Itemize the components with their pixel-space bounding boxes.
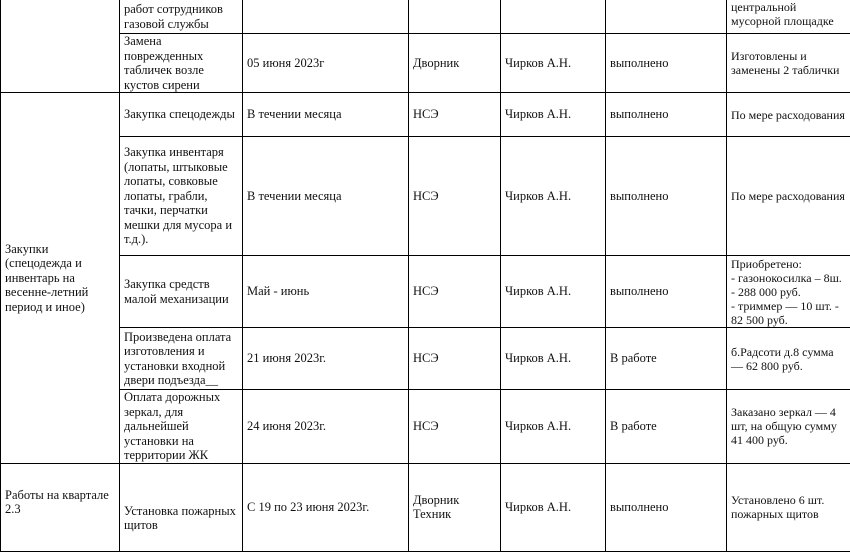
status-cell: выполнено bbox=[606, 463, 727, 551]
table-row bbox=[1, 34, 850, 93]
executor-cell: НСЭ bbox=[409, 93, 501, 137]
executor-cell bbox=[409, 0, 501, 34]
executor-cell: НСЭ bbox=[409, 390, 501, 464]
executor-cell: Дворник Техник bbox=[409, 463, 501, 551]
table-row bbox=[1, 390, 850, 464]
note-cell: б.Радсоти д.8 сумма — 62 800 руб. bbox=[727, 328, 850, 390]
responsible-cell: Чирков А.Н. bbox=[501, 93, 606, 137]
responsible-cell: Чирков А.Н. bbox=[501, 137, 606, 256]
section-cell-quarter: Работы на квартале 2.3 bbox=[1, 463, 120, 551]
responsible-cell: Чирков А.Н. bbox=[501, 390, 606, 464]
responsible-cell: Чирков А.Н. bbox=[501, 328, 606, 390]
task-cell: работ сотрудников газовой службы bbox=[120, 0, 243, 34]
task-cell: Замена поврежденных табличек возле кустов сирени bbox=[120, 34, 243, 93]
table-row bbox=[1, 256, 850, 328]
executor-cell: НСЭ bbox=[409, 137, 501, 256]
status-cell bbox=[606, 0, 727, 34]
note-cell: Установлено 6 шт. пожарных щитов bbox=[727, 463, 850, 551]
responsible-cell: Чирков А.Н. bbox=[501, 34, 606, 93]
note-cell: Изготовлены и заменены 2 таблички bbox=[727, 34, 850, 93]
executor-cell: НСЭ bbox=[409, 328, 501, 390]
date-cell: В течении месяца bbox=[243, 93, 409, 137]
status-cell: выполнено bbox=[606, 137, 727, 256]
note-cell: По мере расходования bbox=[727, 137, 850, 256]
task-cell: Оплата дорожных зеркал, для дальнейшей установки на территории ЖК bbox=[120, 390, 243, 464]
table-row bbox=[1, 137, 850, 256]
executor-cell: Дворник bbox=[409, 34, 501, 93]
status-cell: выполнено bbox=[606, 93, 727, 137]
date-cell: Май - июнь bbox=[243, 256, 409, 328]
table-row bbox=[1, 463, 850, 551]
date-cell: С 19 по 23 июня 2023г. bbox=[243, 463, 409, 551]
task-cell: Закупка инвентаря (лопаты, штыковые лопаты, совковые лопаты, грабли, тачки, перчатки мешки для мусора и т.д.). bbox=[120, 137, 243, 256]
task-cell: Установка пожарных щитов bbox=[120, 463, 243, 551]
note-cell: центральной мусорной площадке bbox=[727, 0, 850, 34]
table-row bbox=[1, 93, 850, 137]
table-row bbox=[1, 328, 850, 390]
task-cell: Закупка средств малой механизации bbox=[120, 256, 243, 328]
date-cell: 05 июня 2023г bbox=[243, 34, 409, 93]
task-cell: Закупка спецодежды bbox=[120, 93, 243, 137]
status-cell: выполнено bbox=[606, 34, 727, 93]
responsible-cell: Чирков А.Н. bbox=[501, 256, 606, 328]
date-cell bbox=[243, 0, 409, 34]
status-cell: В работе bbox=[606, 390, 727, 464]
responsible-cell: Чирков А.Н. bbox=[501, 463, 606, 551]
status-cell: В работе bbox=[606, 328, 727, 390]
note-cell: По мере расходования bbox=[727, 93, 850, 137]
section-cell-purchases: Закупки (спецодежда и инвентарь на весенне-летний период и иное) bbox=[1, 93, 120, 464]
status-cell: выполнено bbox=[606, 256, 727, 328]
responsible-cell bbox=[501, 0, 606, 34]
note-cell: Заказано зеркал — 4 шт, на общую сумму 41 400 руб. bbox=[727, 390, 850, 464]
table-row bbox=[1, 0, 850, 34]
date-cell: 21 июня 2023г. bbox=[243, 328, 409, 390]
date-cell: В течении месяца bbox=[243, 137, 409, 256]
task-cell: Произведена оплата изготовления и установки входной двери подъезда__ bbox=[120, 328, 243, 390]
section-cell-empty bbox=[1, 0, 120, 93]
date-cell: 24 июня 2023г. bbox=[243, 390, 409, 464]
note-cell: Приобретено: - газонокосилка – 8ш. - 288 000 руб. - триммер — 10 шт. - 82 500 руб. bbox=[727, 256, 850, 328]
executor-cell: НСЭ bbox=[409, 256, 501, 328]
